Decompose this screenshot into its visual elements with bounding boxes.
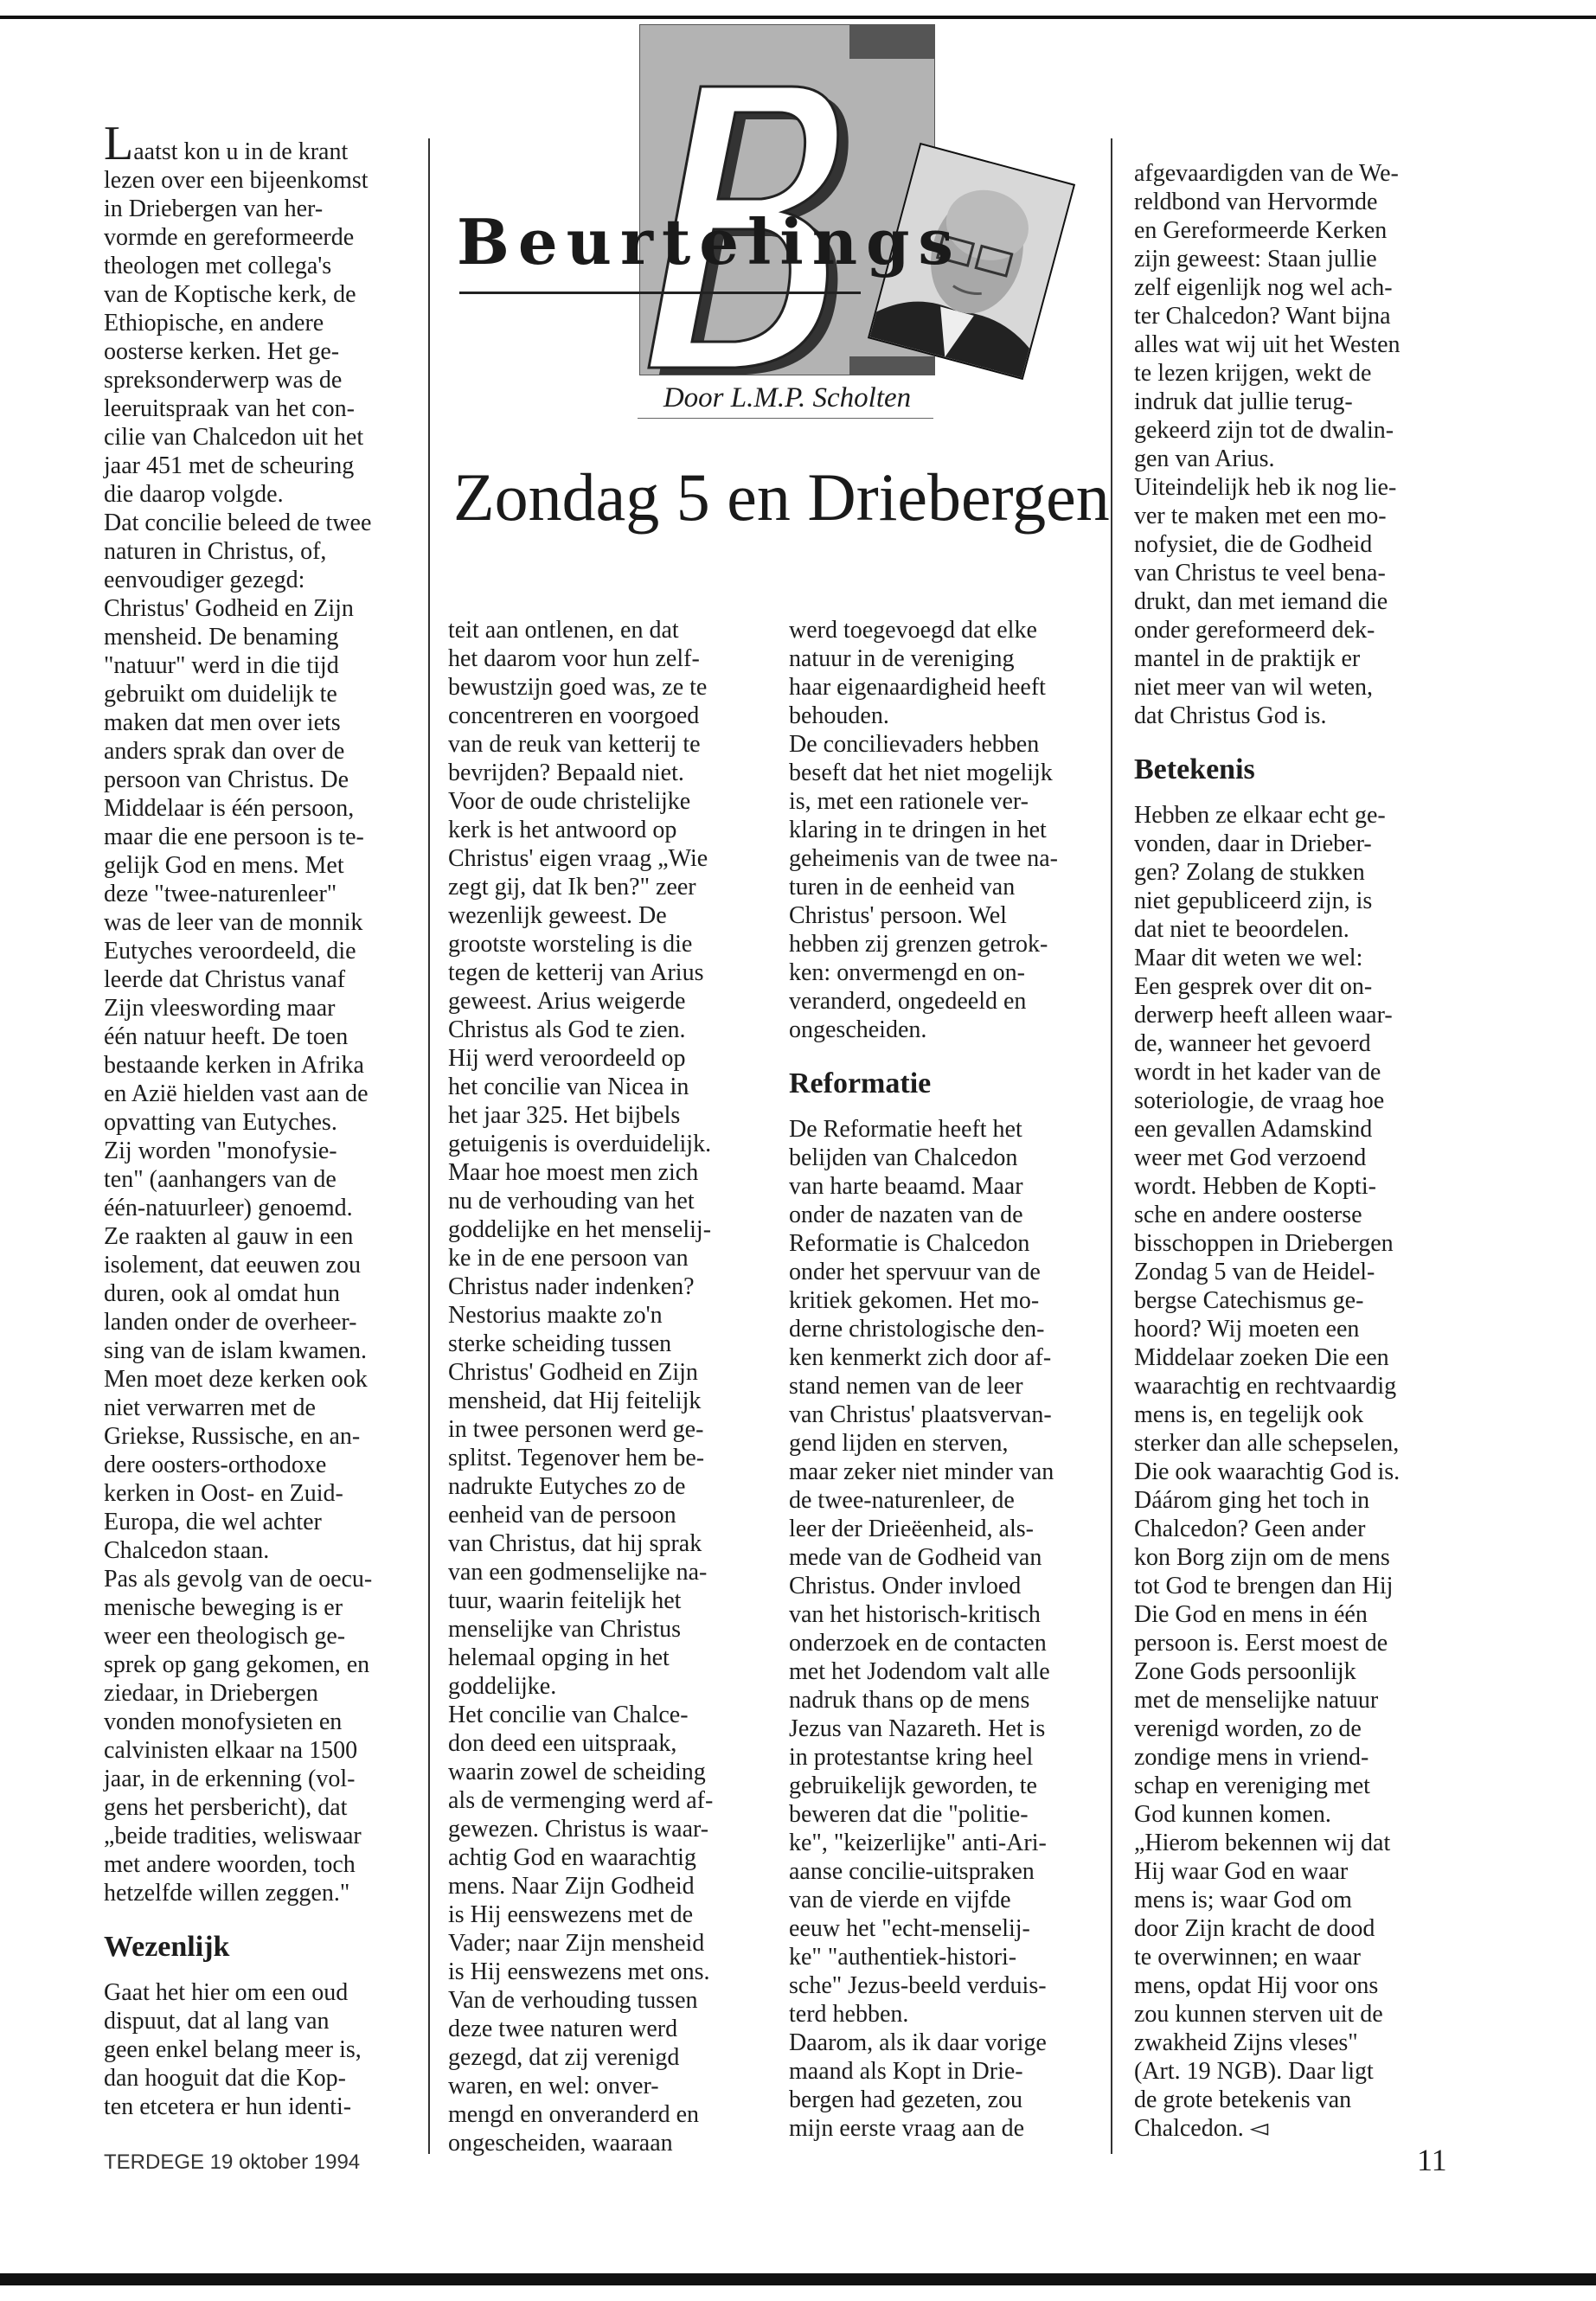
text-line: wordt. Hebben de Kopti-: [1134, 1173, 1376, 1200]
text-line: was de leer van de monnik: [104, 909, 363, 936]
text-line: persoon van Christus. De: [104, 766, 349, 793]
text-line: concentreren en voorgoed: [448, 702, 700, 729]
text-line: ke", "keizerlijke" anti-Ari-: [789, 1830, 1047, 1856]
section-kicker: Beurtelings: [457, 205, 962, 279]
text-line: gen van Arius.: [1134, 445, 1275, 472]
text-line: nadruk thans op de mens: [789, 1687, 1030, 1714]
text-line: onder gereformeerd dek-: [1134, 617, 1375, 644]
text-line: afgevaardigden van de We-: [1134, 160, 1399, 187]
text-line: menische beweging is er: [104, 1594, 343, 1621]
text-line: kerken in Oost- en Zuid-: [104, 1480, 343, 1507]
text-line: is Hij eenswezens met de: [448, 1901, 694, 1928]
article-column-1: [104, 117, 424, 2121]
text-line: waarachtig en rechtvaardig: [1134, 1373, 1397, 1400]
text-line: Men moet deze kerken ook: [104, 1366, 368, 1393]
text-line: Europa, die wel achter: [104, 1509, 322, 1535]
text-line: Laatst kon u in de krant: [104, 117, 349, 170]
text-line: deze "twee-naturenleer": [104, 881, 337, 907]
text-line: bergen had gezeten, zou: [789, 2086, 1023, 2113]
text-line: tegen de ketterij van Arius: [448, 959, 704, 986]
text-line: bestaande kerken in Afrika: [104, 1052, 364, 1079]
text-line: aanse concilie-uitspraken: [789, 1858, 1035, 1885]
text-line: vormde en gereformeerde: [104, 224, 355, 251]
paragraph-block: [1134, 801, 1454, 2143]
text-line: De concilievaders hebben: [789, 731, 1040, 758]
text-line: gebruikt om duidelijk te: [104, 681, 337, 708]
text-line: sterker dan alle schepselen,: [1134, 1430, 1400, 1457]
byline: Door L.M.P. Scholten: [663, 382, 912, 413]
text-line: derne christologische den-: [789, 1316, 1045, 1343]
text-line: deze twee naturen werd: [448, 2016, 678, 2042]
text-line: gekeerd zijn tot de dwalin-: [1134, 417, 1394, 444]
text-line: alles wat wij uit het Westen: [1134, 331, 1401, 358]
text-line: drukt, dan met iemand die: [1134, 588, 1388, 615]
text-line: Jezus van Nazareth. Het is: [789, 1715, 1046, 1742]
text-line: het jaar 325. Het bijbels: [448, 1102, 681, 1129]
text-line: weer een theologisch ge-: [104, 1623, 346, 1650]
text-line: verenigd worden, zo de: [1134, 1715, 1362, 1742]
text-line: theologen met collega's: [104, 253, 332, 279]
subheading: Reformatie: [789, 1067, 932, 1099]
text-line: hebben zij grenzen getrok-: [789, 931, 1048, 958]
text-line: gelijk God en mens. Met: [104, 852, 344, 879]
text-line: anders sprak dan over de: [104, 738, 345, 765]
text-line: gebruikelijk geworden, te: [789, 1772, 1037, 1799]
text-line: Een gesprek over dit on-: [1134, 973, 1373, 1000]
text-line: „beide tradities, weliswaar: [104, 1823, 362, 1849]
text-line: duren, ook al omdat hun: [104, 1280, 340, 1307]
text-line: van de Koptische kerk, de: [104, 281, 356, 308]
paragraph-block: [789, 616, 1109, 1044]
text-line: mantel in de praktijk er: [1134, 645, 1361, 672]
text-line: leer der Drieëenheid, als-: [789, 1516, 1034, 1542]
text-line: ter Chalcedon? Want bijna: [1134, 303, 1391, 330]
text-line: waarin zowel de scheiding: [448, 1759, 706, 1785]
header-dark-block: [849, 356, 935, 375]
text-line: Gaat het hier om een oud: [104, 1979, 349, 2006]
text-line: Hij werd veroordeeld op: [448, 1045, 686, 1072]
text-line: die daarop volgde.: [104, 481, 284, 508]
text-line: geen enkel belang meer is,: [104, 2036, 362, 2063]
text-line: soteriologie, de vraag hoe: [1134, 1087, 1385, 1114]
subheading: Betekenis: [1134, 753, 1255, 785]
column-rule: [428, 138, 430, 2154]
text-line: zwakheid Zijns vleses": [1134, 2029, 1358, 2056]
text-line: nofysiet, die de Godheid: [1134, 531, 1373, 558]
text-line: waren, en wel: onver-: [448, 2073, 659, 2099]
text-line: één-natuurleer) genoemd.: [104, 1195, 353, 1221]
text-line: het concilie van Nicea in: [448, 1074, 689, 1100]
text-line: Eutyches veroordeeld, die: [104, 938, 356, 965]
article-column-4: [1134, 159, 1454, 2143]
text-line: eenheid van de persoon: [448, 1502, 676, 1529]
text-line: zegt gij, dat Ik ben?" zeer: [448, 874, 696, 901]
text-line: haar eigenaardigheid heeft: [789, 674, 1046, 701]
text-line: onder de nazaten van de: [789, 1202, 1023, 1228]
text-line: grootste worsteling is die: [448, 931, 693, 958]
text-line: Die God en mens in één: [1134, 1601, 1368, 1628]
text-line: Voor de oude christelijke: [448, 788, 691, 815]
text-line: ken kenmerkt zich door af-: [789, 1344, 1052, 1371]
text-line: Christus nader indenken?: [448, 1273, 695, 1300]
text-line: stand nemen van de leer: [789, 1373, 1023, 1400]
text-line: Christus' persoon. Wel: [789, 902, 1007, 929]
text-line: mens is, en tegelijk ook: [1134, 1401, 1364, 1428]
text-line: helemaal opging in het: [448, 1644, 670, 1671]
text-line: Christus' eigen vraag „Wie: [448, 845, 708, 872]
text-line: leerde dat Christus vanaf: [104, 966, 346, 993]
text-line: "natuur" werd in die tijd: [104, 652, 339, 679]
text-line: behouden.: [789, 702, 889, 729]
text-line: gen? Zolang de stukken: [1134, 859, 1365, 886]
text-line: geheimenis van de twee na-: [789, 845, 1058, 872]
text-line: gewezen. Christus is waar-: [448, 1816, 709, 1843]
text-line: zondige mens in vriend-: [1134, 1744, 1369, 1771]
text-line: als de vermenging werd af-: [448, 1787, 714, 1814]
text-line: beseft dat het niet mogelijk: [789, 760, 1053, 786]
text-line: sprek op gang gekomen, en: [104, 1651, 370, 1678]
text-line: Ethiopische, en andere: [104, 310, 324, 336]
text-line: (Art. 19 NGB). Daar ligt: [1134, 2058, 1374, 2085]
text-line: vonden, daar in Drieber-: [1134, 830, 1372, 857]
text-line: nu de verhouding van het: [448, 1188, 695, 1215]
text-line: ziedaar, in Driebergen: [104, 1680, 318, 1707]
text-line: in twee personen werd ge-: [448, 1416, 704, 1443]
text-line: met de menselijke natuur: [1134, 1687, 1379, 1714]
text-line: sing van de islam kwamen.: [104, 1337, 368, 1364]
text-line: en Azië hielden vast aan de: [104, 1080, 369, 1107]
text-line: maken dat men over iets: [104, 709, 341, 736]
text-line: bergse Catechismus ge-: [1134, 1287, 1364, 1314]
text-line: bisschoppen in Driebergen: [1134, 1230, 1394, 1257]
text-line: de grote betekenis van: [1134, 2086, 1352, 2113]
text-line: met andere woorden, toch: [104, 1851, 356, 1878]
text-line: ke" "authentiek-histori-: [789, 1944, 1017, 1971]
text-line: ver te maken met een mo-: [1134, 503, 1387, 529]
text-line: terd hebben.: [789, 2001, 909, 2028]
text-line: Hebben ze elkaar echt ge-: [1134, 802, 1386, 829]
text-line: Dáárom ging het toch in: [1134, 1487, 1370, 1514]
text-line: eenvoudiger gezegd:: [104, 567, 305, 593]
text-line: Zone Gods persoonlijk: [1134, 1658, 1356, 1685]
text-line: opvatting van Eutyches.: [104, 1109, 337, 1136]
text-line: mens. Naar Zijn Godheid: [448, 1873, 695, 1900]
text-line: te lezen krijgen, wekt de: [1134, 360, 1372, 387]
text-line: hoord? Wij moeten een: [1134, 1316, 1360, 1343]
text-line: zelf eigenlijk nog wel ach-: [1134, 274, 1393, 301]
text-line: teit aan ontlenen, en dat: [448, 617, 679, 644]
text-line: dere oosters-orthodoxe: [104, 1452, 327, 1478]
text-line: beweren dat die "politie-: [789, 1801, 1029, 1828]
text-line: wordt in het kader van de: [1134, 1059, 1381, 1086]
text-line: niet gepubliceerd zijn, is: [1134, 888, 1373, 914]
text-line: lezen over een bijeenkomst: [104, 167, 369, 194]
text-line: weer met God verzoend: [1134, 1144, 1367, 1171]
text-line: Ze raakten al gauw in een: [104, 1223, 354, 1250]
text-line: Pas als gevolg van de oecu-: [104, 1566, 373, 1593]
text-line: nadrukte Eutyches zo de: [448, 1473, 686, 1500]
text-line: maand als Kopt in Drie-: [789, 2058, 1023, 2085]
article-column-2: [448, 616, 768, 2157]
text-line: natuur in de vereniging: [789, 645, 1015, 672]
text-line: Daarom, als ik daar vorige: [789, 2029, 1047, 2056]
text-line: mens is; waar God om: [1134, 1887, 1352, 1913]
text-line: dan hooguit dat die Kop-: [104, 2065, 346, 2092]
text-line: dat niet te beoordelen.: [1134, 916, 1349, 943]
text-line: kon Borg zijn om de mens: [1134, 1544, 1390, 1571]
text-line: tot God te brengen dan Hij: [1134, 1573, 1394, 1599]
text-line: Maar hoe moest men zich: [448, 1159, 699, 1186]
text-line: geweest. Arius weigerde: [448, 988, 686, 1015]
text-line: ongescheiden, waaraan: [448, 2130, 673, 2157]
text-line: hetzelfde willen zeggen.": [104, 1880, 350, 1907]
text-line: Zij worden "monofysie-: [104, 1138, 337, 1164]
text-line: Christus. Onder invloed: [789, 1573, 1022, 1599]
text-line: mensheid, dat Hij feitelijk: [448, 1388, 702, 1414]
article-title: Zondag 5 en Driebergen: [453, 459, 1110, 535]
section-underline: [459, 292, 861, 294]
text-line: ten etcetera er hun identi-: [104, 2093, 352, 2120]
text-line: reldbond van Hervormde: [1134, 189, 1378, 215]
text-line: een gevallen Adamskind: [1134, 1116, 1373, 1143]
text-line: ke in de ene persoon van: [448, 1245, 689, 1272]
text-line: van het historisch-kritisch: [789, 1601, 1041, 1628]
text-line: Vader; naar Zijn mensheid: [448, 1930, 705, 1957]
text-line: niet meer van wil weten,: [1134, 674, 1374, 701]
text-line: sterke scheiding tussen: [448, 1330, 672, 1357]
text-line: ken: onvermengd en on-: [789, 959, 1025, 986]
text-line: kerk is het antwoord op: [448, 817, 677, 843]
text-line: van de reuk van ketterij te: [448, 731, 701, 758]
text-line: wezenlijk geweest. De: [448, 902, 667, 929]
text-line: het daarom voor hun zelf-: [448, 645, 700, 672]
text-line: oosterse kerken. Het ge-: [104, 338, 340, 365]
text-line: met het Jodendom valt alle: [789, 1658, 1050, 1685]
text-line: Christus' Godheid en Zijn: [448, 1359, 698, 1386]
text-line: mede van de Godheid van: [789, 1544, 1042, 1571]
text-line: van harte beaamd. Maar: [789, 1173, 1023, 1200]
top-rule: [0, 16, 1596, 19]
text-line: maar die ene persoon is te-: [104, 824, 364, 850]
text-line: naturen in Christus, of,: [104, 538, 327, 565]
text-line: vonden monofysieten en: [104, 1708, 343, 1735]
text-line: schap en vereniging met: [1134, 1772, 1370, 1799]
text-line: bevrijden? Bepaald niet.: [448, 760, 684, 786]
text-line: door Zijn kracht de dood: [1134, 1915, 1375, 1942]
publication-date: TERDEGE 19 oktober 1994: [104, 2150, 361, 2174]
article-column-3: [789, 616, 1109, 2143]
text-line: mengd en onveranderd en: [448, 2101, 699, 2128]
text-line: bewustzijn goed was, ze te: [448, 674, 708, 701]
text-line: God kunnen komen.: [1134, 1801, 1331, 1828]
text-line: persoon is. Eerst moest de: [1134, 1630, 1388, 1657]
page-number: 11: [1417, 2143, 1447, 2177]
text-line: van een godmenselijke na-: [448, 1559, 708, 1586]
text-line: van Christus' plaatsvervan-: [789, 1401, 1052, 1428]
text-line: is, met een rationele ver-: [789, 788, 1029, 815]
text-line: De Reformatie heeft het: [789, 1116, 1022, 1143]
text-line: Christus' Godheid en Zijn: [104, 595, 354, 622]
paragraph-block: [104, 117, 424, 1907]
text-line: Van de verhouding tussen: [448, 1987, 698, 2014]
text-line: en Gereformeerde Kerken: [1134, 217, 1388, 244]
subheading: Wezenlijk: [104, 1931, 230, 1963]
text-line: van de vierde en vijfde: [789, 1887, 1011, 1913]
text-line: leeruitspraak van het con-: [104, 395, 355, 422]
header-dark-block: [849, 24, 935, 59]
text-line: tuur, waarin feitelijk het: [448, 1587, 682, 1614]
text-line: mensheid. De benaming: [104, 624, 339, 651]
paragraph-block: [789, 1115, 1109, 2143]
text-line: Chalcedon? Geen ander: [1134, 1516, 1366, 1542]
text-line: van Christus, dat hij sprak: [448, 1530, 702, 1557]
text-line: getuigenis is overduidelijk.: [448, 1131, 712, 1157]
text-line: kritiek gekomen. Het mo-: [789, 1287, 1040, 1314]
text-line: in protestantse kring heel: [789, 1744, 1034, 1771]
text-line: mens, opdat Hij voor ons: [1134, 1972, 1379, 1999]
text-line: van Christus te veel bena-: [1134, 560, 1386, 586]
text-line: spreksonderwerp was de: [104, 367, 343, 394]
paragraph-block: [104, 1978, 424, 2121]
text-line: menselijke van Christus: [448, 1616, 682, 1643]
text-line: sche" Jezus-beeld verduis-: [789, 1972, 1047, 1999]
text-line: eeuw het "echt-menselij-: [789, 1915, 1030, 1942]
text-line: in Driebergen van her-: [104, 195, 324, 222]
text-line: cilie van Chalcedon uit het: [104, 424, 364, 451]
text-line: turen in de eenheid van: [789, 874, 1016, 901]
initial-letter: L: [104, 117, 134, 170]
text-line: is Hij eenswezens met ons.: [448, 1958, 710, 1985]
text-line: Zondag 5 van de Heidel-: [1134, 1259, 1375, 1285]
text-line: Reformatie is Chalcedon: [789, 1230, 1030, 1257]
text-line: indruk dat jullie terug-: [1134, 388, 1353, 415]
text-line: onderzoek en de contacten: [789, 1630, 1047, 1657]
text-line: calvinisten elkaar na 1500: [104, 1737, 358, 1764]
text-line: klaring in te dringen in het: [789, 817, 1047, 843]
column-rule: [1111, 138, 1112, 2154]
text-line: Uiteindelijk heb ik nog lie-: [1134, 474, 1397, 501]
text-line: één natuur heeft. De toen: [104, 1023, 349, 1050]
text-line: te overwinnen; en waar: [1134, 1944, 1361, 1971]
text-line: landen onder de overheer-: [104, 1309, 357, 1336]
text-line: goddelijke en het menselij-: [448, 1216, 712, 1243]
text-line: jaar 451 met de scheuring: [104, 452, 355, 479]
text-line: sche en andere oosterse: [1134, 1202, 1362, 1228]
text-line: derwerp heeft alleen waar-: [1134, 1002, 1393, 1029]
text-line: niet verwarren met de: [104, 1394, 316, 1421]
text-line: goddelijke.: [448, 1673, 557, 1700]
text-line: werd toegevoegd dat elke: [789, 617, 1037, 644]
text-line: ten" (aanhangers van de: [104, 1166, 337, 1193]
text-line: zijn geweest: Staan jullie: [1134, 246, 1377, 272]
text-line: splitst. Tegenover hem be-: [448, 1445, 705, 1471]
text-line: ongescheiden.: [789, 1016, 927, 1043]
text-line: Nestorius maakte zo'n: [448, 1302, 663, 1329]
text-line: Dat concilie beleed de twee: [104, 510, 372, 536]
byline-rule: [638, 418, 933, 419]
text-line: Hij waar God en waar: [1134, 1858, 1349, 1885]
text-line: veranderd, ongedeeld en: [789, 988, 1027, 1015]
text-line: jaar, in de erkenning (vol-: [104, 1766, 356, 1792]
text-line: Chalcedon staan.: [104, 1537, 270, 1564]
text-line: de twee-naturenleer, de: [789, 1487, 1015, 1514]
text-line: zou kunnen sterven uit de: [1134, 2001, 1383, 2028]
text-line: gend lijden en sterven,: [789, 1430, 1009, 1457]
text-line: maar zeker niet minder van: [789, 1458, 1054, 1485]
text-line: Maar dit weten we wel:: [1134, 945, 1363, 971]
text-line: onder het spervuur van de: [789, 1259, 1041, 1285]
text-line: Het concilie van Chalce-: [448, 1702, 689, 1728]
text-line: Die ook waarachtig God is.: [1134, 1458, 1401, 1485]
text-line: gezegd, dat zij verenigd: [448, 2044, 680, 2071]
text-line: achtig God en waarachtig: [448, 1844, 696, 1871]
text-line: Chalcedon. ◅: [1134, 2115, 1269, 2142]
text-line: Griekse, Russische, en an-: [104, 1423, 361, 1450]
text-line: dispuut, dat al lang van: [104, 2008, 330, 2035]
text-line: gens het persbericht), dat: [104, 1794, 348, 1821]
text-line: isolement, dat eeuwen zou: [104, 1252, 362, 1279]
text-line: belijden van Chalcedon: [789, 1144, 1018, 1171]
text-line: mijn eerste vraag aan de: [789, 2115, 1025, 2142]
text-line: don deed een uitspraak,: [448, 1730, 677, 1757]
paragraph-block: [1134, 159, 1454, 730]
text-line: Christus als God te zien.: [448, 1016, 686, 1043]
text-line: de, wanneer het gevoerd: [1134, 1030, 1371, 1057]
text-line: Zijn vleeswording maar: [104, 995, 336, 1022]
text-line: dat Christus God is.: [1134, 702, 1327, 729]
text-line: Middelaar zoeken Die een: [1134, 1344, 1389, 1371]
text-line: „Hierom bekennen wij dat: [1134, 1830, 1391, 1856]
bottom-bar: [0, 2273, 1596, 2285]
paragraph-block: [448, 616, 768, 2157]
text-line: Middelaar is één persoon,: [104, 795, 355, 822]
